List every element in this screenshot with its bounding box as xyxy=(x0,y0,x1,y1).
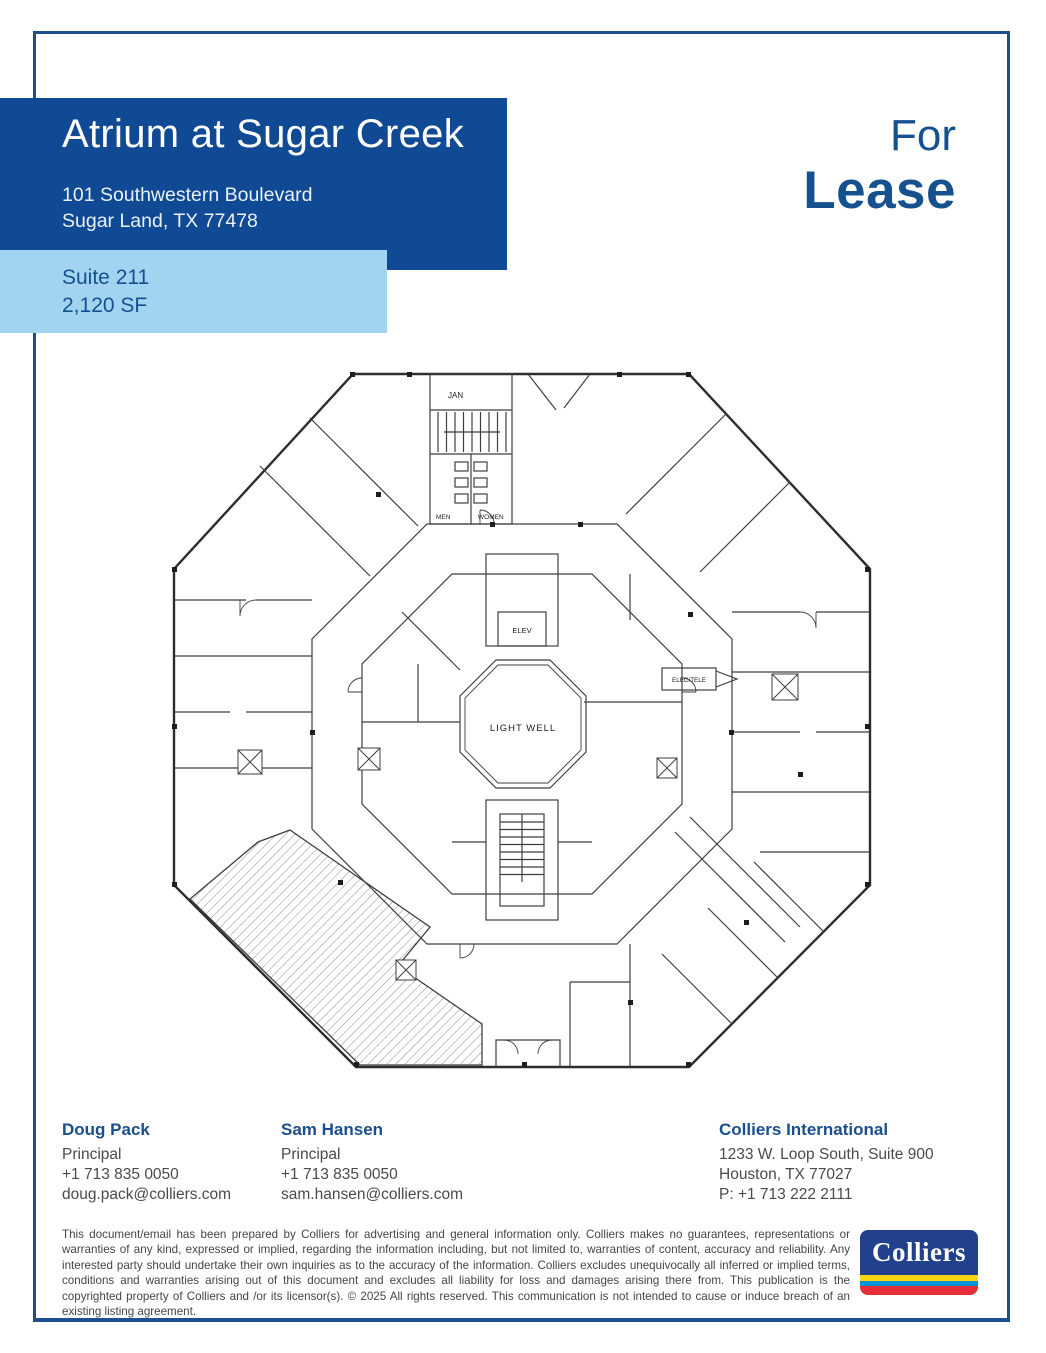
contact-phone: +1 713 835 0050 xyxy=(62,1166,179,1183)
label-women: WOMEN xyxy=(478,514,504,521)
legal-disclaimer: This document/email has been prepared by Colliers for advertising and general information only. Colliers makes no guarantees, representations or warranties of any kind, expressed or implied, regarding the information including, but not limited to, warranties of content, accuracy and reliability. Any interested party should undertake their own inquiries as to the accuracy of the information. Colliers excludes unequivocally all inferred or implied terms, conditions and warranties arising out of this document and excludes all liability for loss and damages arising there from. This publication is the copyrighted property of Colliers and /or its licensor(s). © 2025 All rights reserved. This communication is not intended to cause or induce breach of an existing listing agreement. xyxy=(62,1228,850,1319)
contact-name: Sam Hansen xyxy=(281,1120,384,1139)
office-info xyxy=(719,1120,934,1205)
property-address xyxy=(62,182,312,234)
property-address-line1: 101 Southwestern Boulevard xyxy=(62,184,313,206)
logo-stripe-red xyxy=(860,1286,978,1295)
suite-info-bar xyxy=(0,250,387,333)
label-light-well: LIGHT WELL xyxy=(489,723,557,734)
property-name: Atrium at Sugar Creek xyxy=(62,112,465,156)
for-lease-line1: For xyxy=(890,111,956,160)
for-lease-line2: Lease xyxy=(803,161,956,220)
colliers-wordmark: Colliers xyxy=(872,1237,966,1267)
colliers-logo-field xyxy=(860,1230,978,1275)
office-address-line1: 1233 W. Loop South, Suite 900 xyxy=(719,1146,934,1163)
contact-title: Principal xyxy=(62,1146,122,1163)
floor-plan xyxy=(160,362,884,1078)
suite-number: Suite 211 xyxy=(62,266,150,289)
colliers-logo xyxy=(860,1230,978,1295)
label-men: MEN xyxy=(436,514,451,521)
contact-email: doug.pack@colliers.com xyxy=(62,1186,232,1203)
office-address-line2: Houston, TX 77027 xyxy=(719,1166,853,1183)
contact-name: Doug Pack xyxy=(62,1120,150,1139)
suite-info-text xyxy=(62,264,149,320)
label-elev: ELEV xyxy=(512,626,532,635)
for-lease-heading xyxy=(803,110,956,220)
label-jan: JAN xyxy=(448,391,464,400)
contact-sam-hansen xyxy=(281,1120,463,1205)
contact-doug-pack xyxy=(62,1120,231,1205)
property-banner xyxy=(0,98,507,270)
contact-phone: +1 713 835 0050 xyxy=(281,1166,398,1183)
contact-title: Principal xyxy=(281,1146,341,1163)
office-name: Colliers International xyxy=(719,1120,889,1139)
contact-email: sam.hansen@colliers.com xyxy=(281,1186,463,1203)
property-address-line2: Sugar Land, TX 77478 xyxy=(62,210,258,232)
label-elec-tele: ELEC/TELE xyxy=(672,677,706,684)
suite-area: 2,120 SF xyxy=(62,294,148,317)
office-phone: P: +1 713 222 2111 xyxy=(719,1186,853,1203)
